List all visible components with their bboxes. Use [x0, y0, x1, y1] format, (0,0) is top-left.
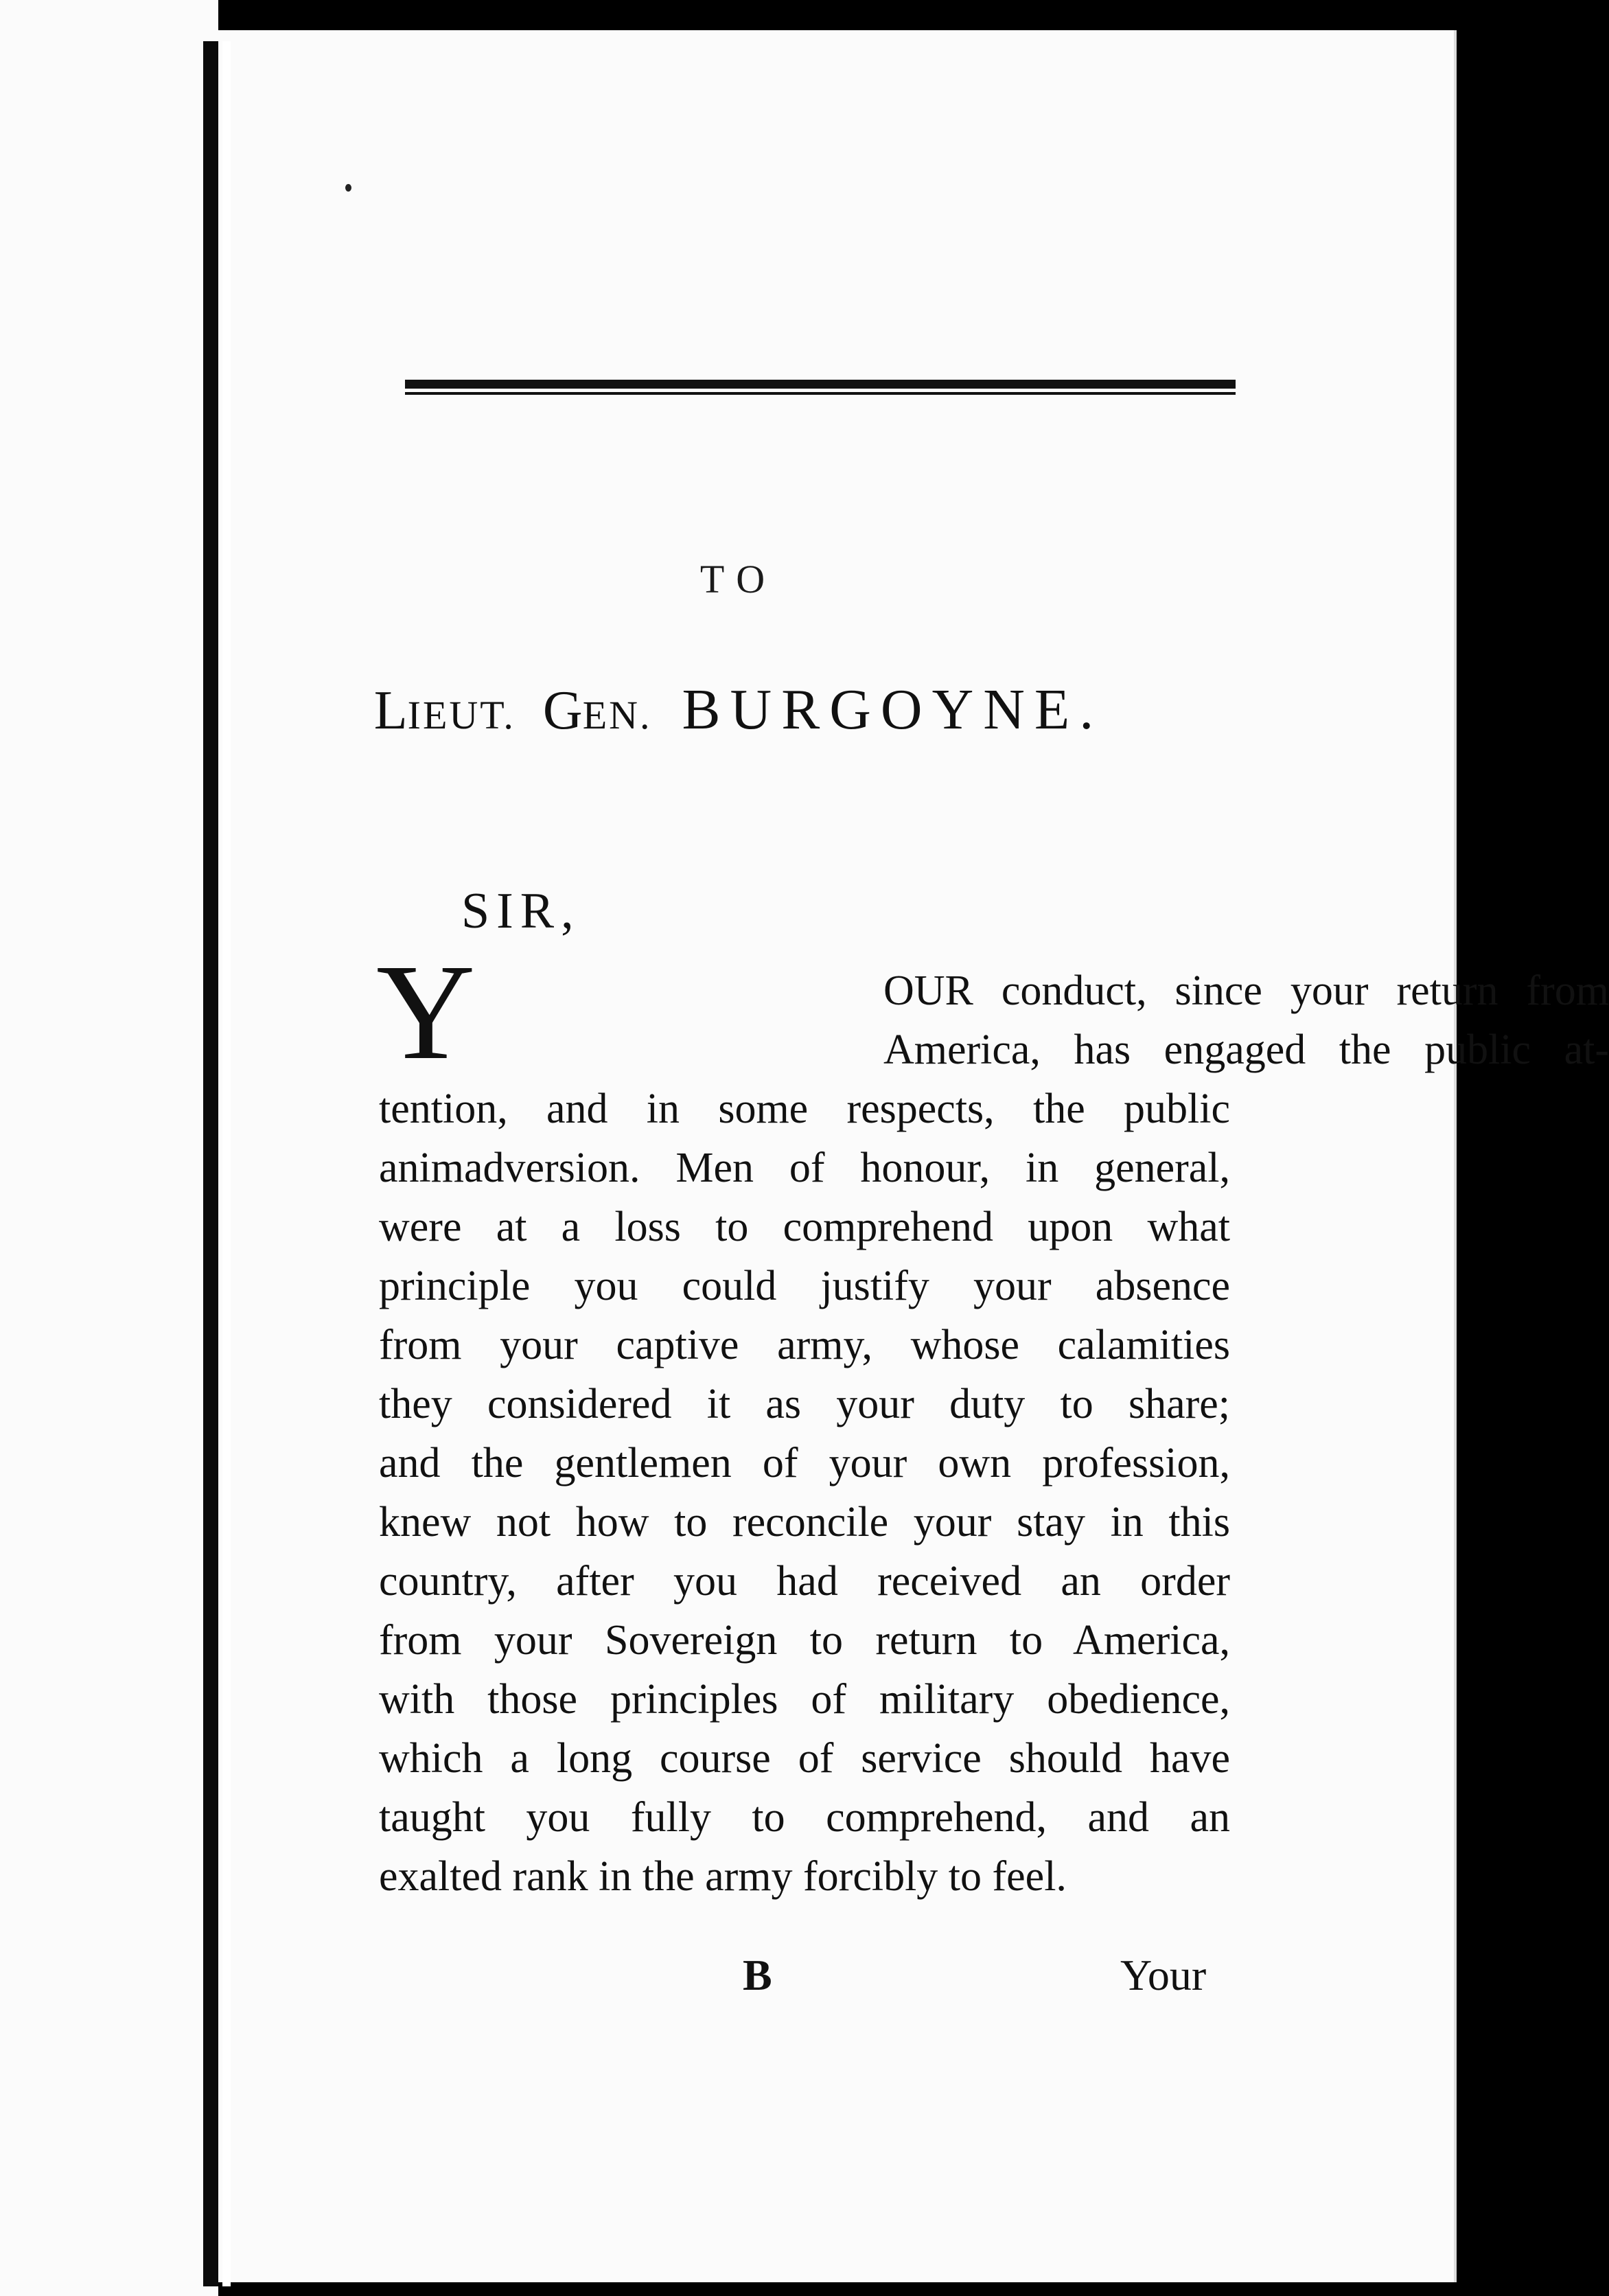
heading-title [0, 676, 1477, 743]
body-line: tention, and in some respects, the public [379, 1086, 1230, 1132]
heading-to: TO [699, 557, 778, 601]
gutter-highlight [222, 41, 231, 2286]
drop-cap: Y [376, 937, 476, 1088]
salutation: SIR, [461, 883, 581, 939]
body-line: from your Sovereign to return to America, [379, 1617, 1230, 1664]
rank-rest-ieut: IEUT. [407, 693, 516, 737]
body-line: exalted rank in the army forcibly to feel. [379, 1853, 1067, 1900]
rank-initial-l: L [373, 680, 408, 741]
body-line: country, after you had received an order [379, 1558, 1230, 1605]
rank-rest-en: EN. [582, 693, 652, 737]
body-line: from your captive army, whose calamities [379, 1322, 1230, 1368]
body-line: were at a loss to comprehend upon what [379, 1204, 1230, 1250]
header-rule-thick [405, 380, 1236, 389]
signature-mark: B [743, 1951, 772, 1999]
addressee-name: BURGOYNE. [682, 678, 1104, 742]
body-line: principle you could justify your absence [379, 1263, 1230, 1309]
full-lines [379, 1079, 1230, 1906]
ink-speck [345, 184, 351, 192]
rank-initial-g: G [542, 680, 583, 741]
body-line: they considered it as your duty to share; [379, 1381, 1230, 1427]
body-line: OUR conduct, since your return from [883, 967, 1609, 1014]
body-line: animadversion. Men of honour, in general, [379, 1145, 1230, 1191]
facing-page-edge [0, 0, 218, 2296]
body-line: America, has engaged the public at- [883, 1026, 1609, 1073]
body-line: knew not how to reconcile your stay in this [379, 1499, 1230, 1546]
binding-gutter [203, 41, 218, 2286]
body-line: taught you fully to comprehend, and an [379, 1794, 1230, 1841]
header-rule-thin [405, 392, 1236, 395]
body-line: with those principles of military obedience, [379, 1676, 1230, 1723]
body-line: and the gentlemen of your own profession, [379, 1440, 1230, 1486]
catchword: Your [1120, 1951, 1207, 1999]
indented-lines [883, 961, 1609, 1079]
body-line: which a long course of service should have [379, 1735, 1230, 1782]
